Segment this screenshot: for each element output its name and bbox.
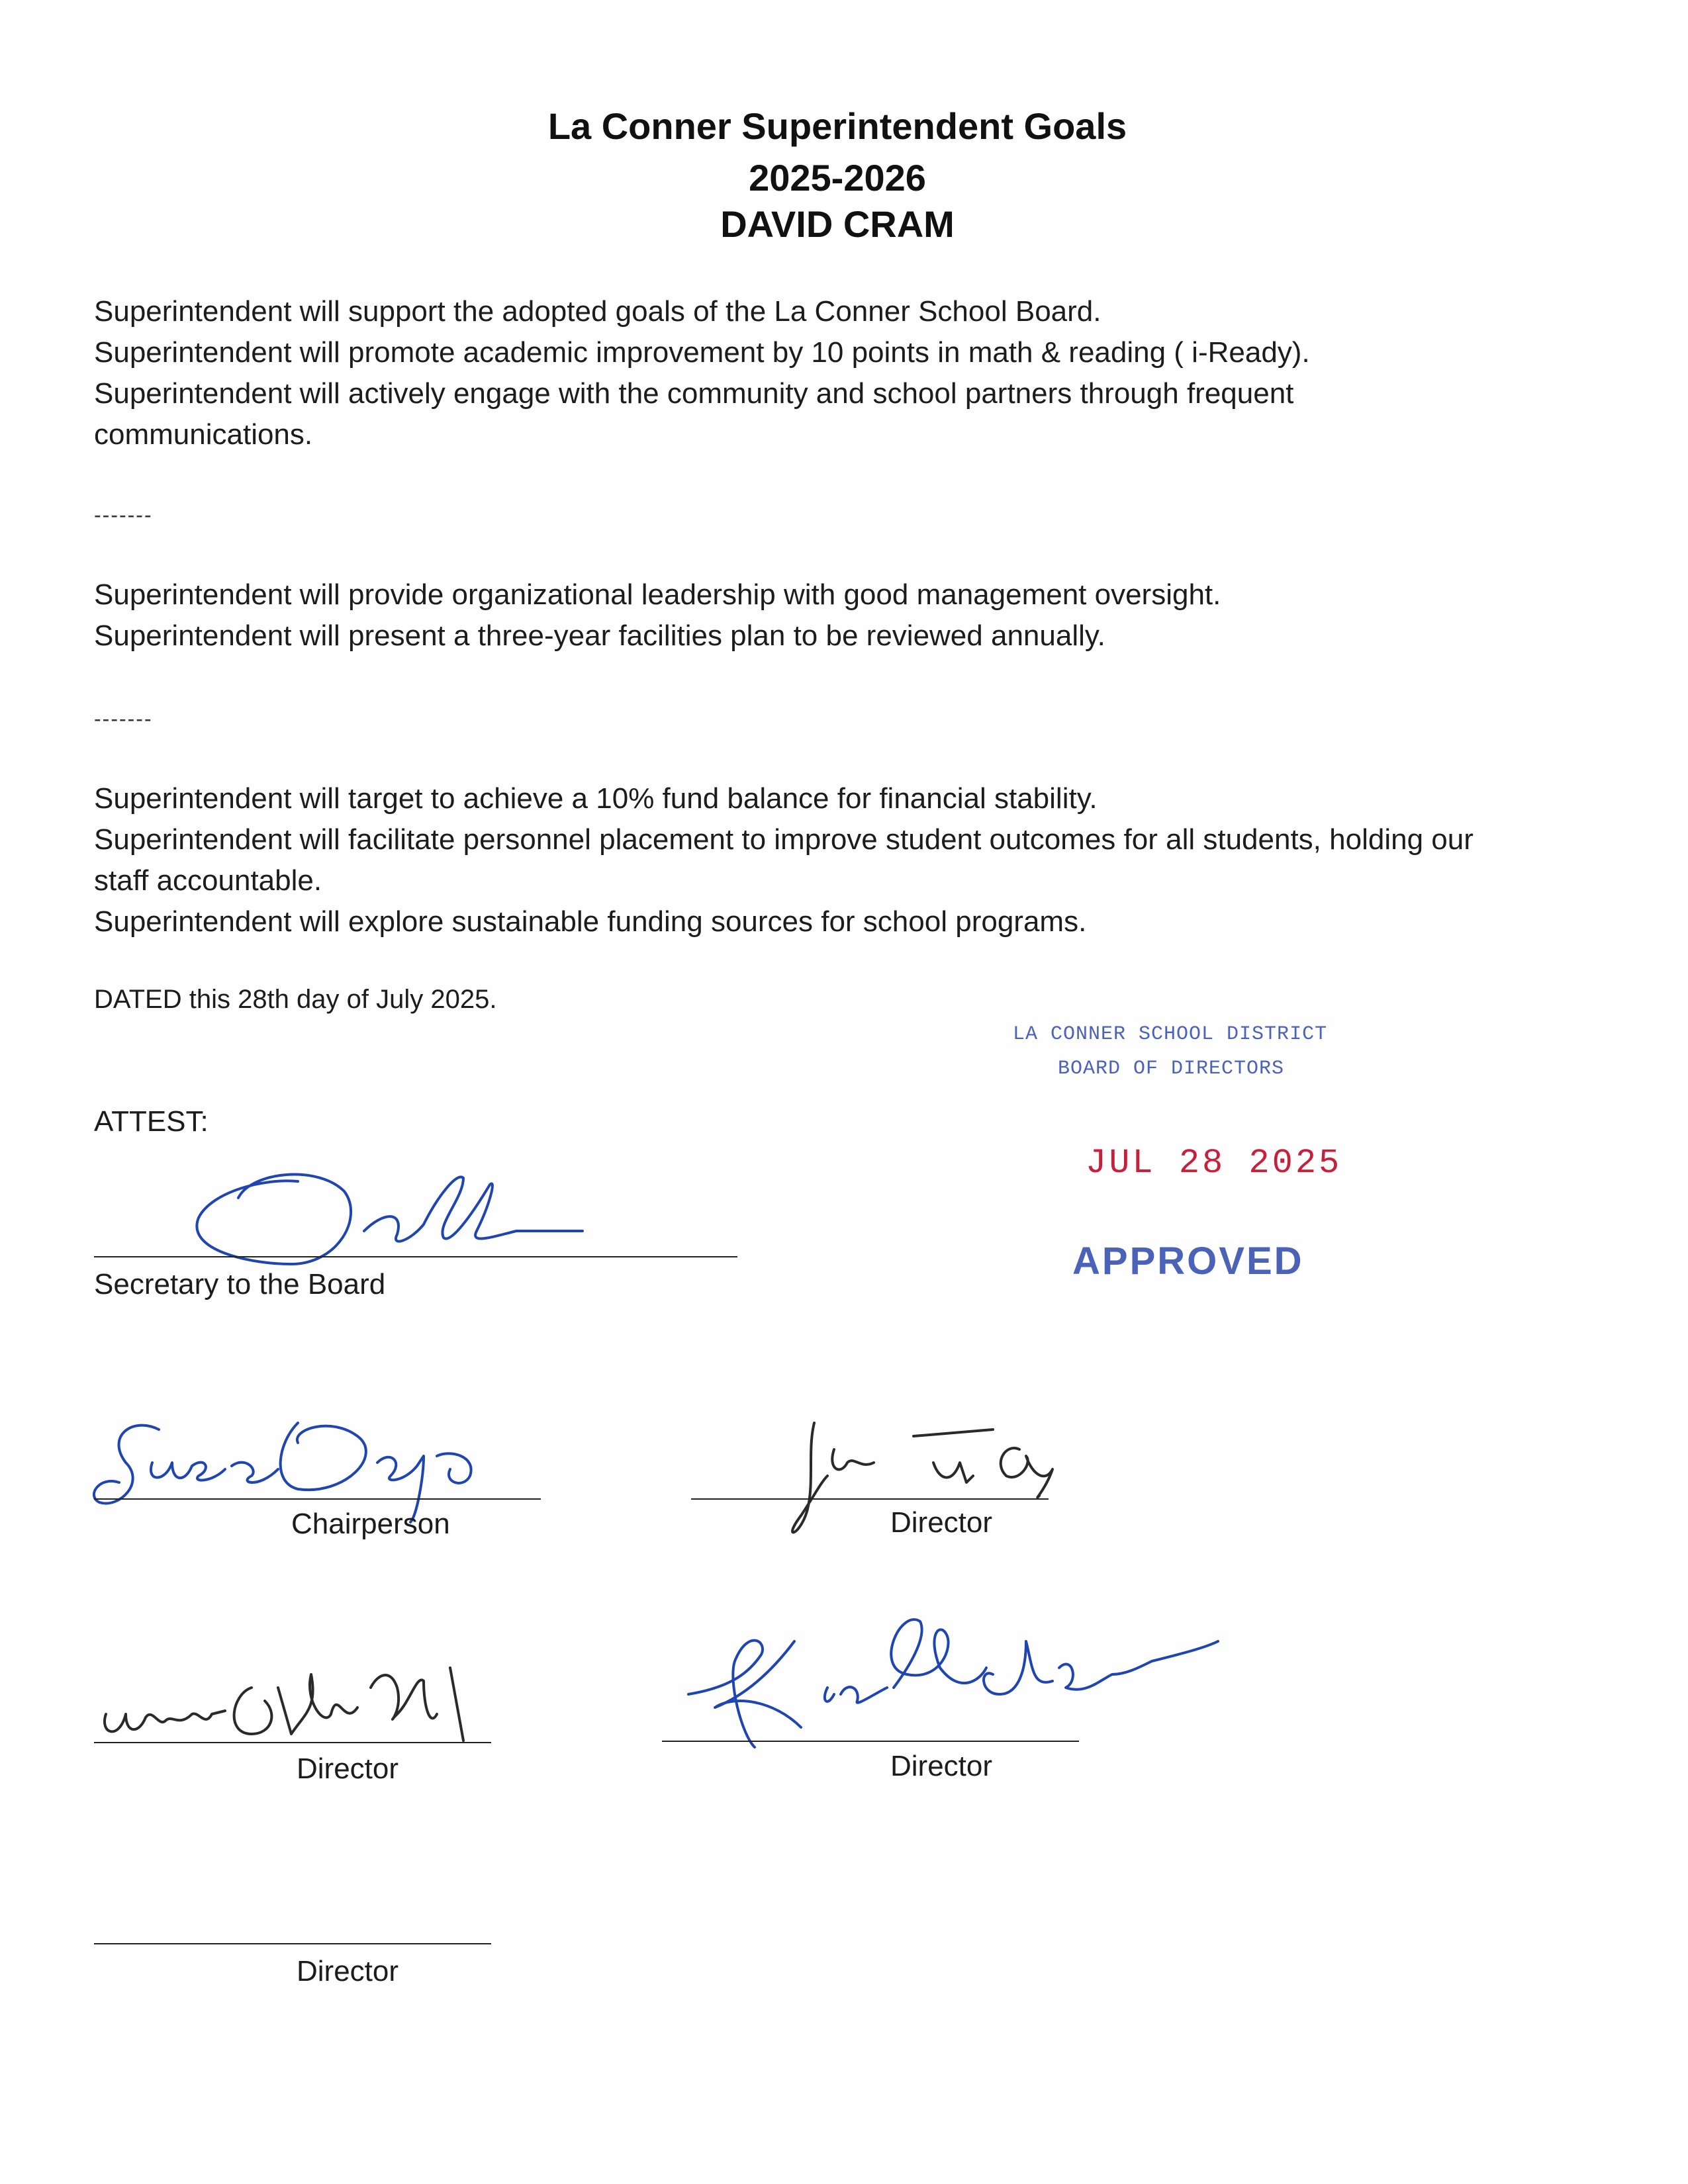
- goals-section-1: [94, 291, 1583, 455]
- secretary-label: Secretary to the Board: [94, 1268, 386, 1300]
- chairperson-label: Chairperson: [291, 1508, 450, 1540]
- goal-line: communications.: [94, 418, 313, 451]
- separator-2: -------: [94, 707, 153, 731]
- document-title: La Conner Superintendent Goals: [547, 105, 1127, 147]
- director-1-signature-line: [691, 1498, 1049, 1500]
- director-1-label: Director: [890, 1506, 993, 1539]
- goal-line: Superintendent will promote academic improvement by 10 points in math & reading ( i-Ready).: [94, 336, 1310, 369]
- director-4-label: Director: [297, 1955, 399, 1987]
- goal-line: Superintendent will explore sustainable funding sources for school programs.: [94, 905, 1087, 938]
- secretary-signature-line: [94, 1256, 737, 1257]
- director-2-label: Director: [297, 1752, 399, 1785]
- director-3-label: Director: [890, 1750, 993, 1782]
- attest-label: ATTEST:: [94, 1105, 209, 1138]
- goal-line: Superintendent will provide organizational leadership with good management oversight.: [94, 578, 1221, 611]
- director-3-signature-line: [662, 1741, 1079, 1742]
- goal-line: staff accountable.: [94, 864, 322, 897]
- stamp-district: LA CONNER SCHOOL DISTRICT: [1013, 1023, 1328, 1046]
- chairperson-signature-line: [94, 1498, 541, 1500]
- stamp-approved: APPROVED: [1072, 1240, 1304, 1283]
- goal-line: Superintendent will support the adopted goals of the La Conner School Board.: [94, 295, 1102, 328]
- goal-line: Superintendent will actively engage with the community and school partners through frequent: [94, 377, 1294, 410]
- goals-section-2: [94, 574, 1583, 657]
- goals-section-3: [94, 778, 1583, 942]
- superintendent-name: DAVID CRAM: [720, 203, 955, 245]
- stamp-date: JUL 28 2025: [1086, 1144, 1342, 1183]
- stamp-board: BOARD OF DIRECTORS: [1058, 1058, 1285, 1080]
- director-4-signature-line: [94, 1943, 491, 1944]
- goal-line: Superintendent will present a three-year facilities plan to be reviewed annually.: [94, 619, 1105, 652]
- goal-line: Superintendent will facilitate personnel placement to improve student outcomes for all students, holding our: [94, 823, 1474, 856]
- separator-1: -------: [94, 503, 153, 527]
- director-2-signature-line: [94, 1742, 491, 1743]
- dated-line: DATED this 28th day of July 2025.: [94, 985, 497, 1014]
- director-signature-3: [675, 1562, 1231, 1760]
- document-year: 2025-2026: [749, 157, 926, 199]
- secretary-signature: [146, 1152, 609, 1284]
- goal-line: Superintendent will target to achieve a 10% fund balance for financial stability.: [94, 782, 1098, 815]
